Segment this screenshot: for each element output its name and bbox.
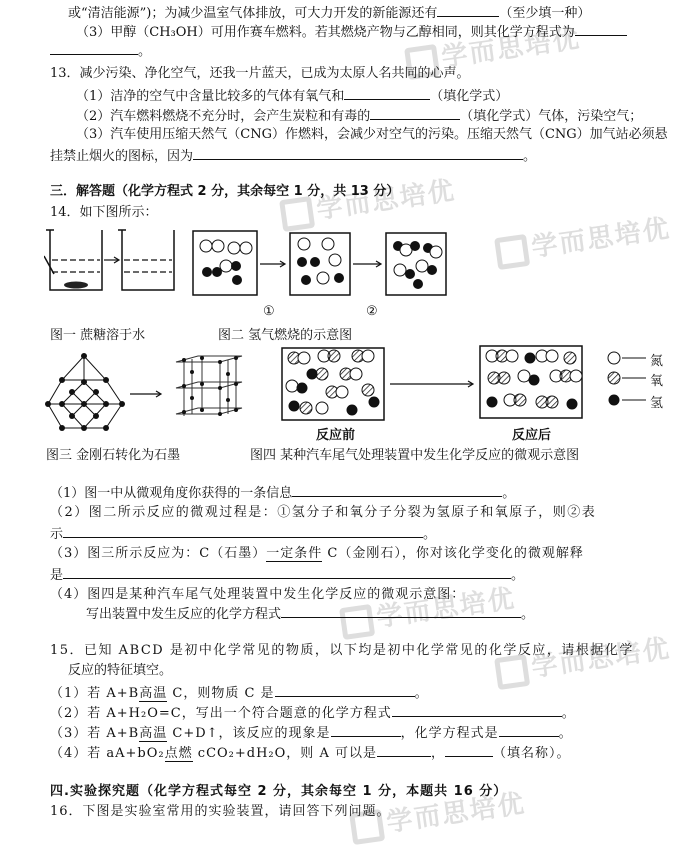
q13-part1: （1）洁净的空气中含量比较多的气体有氧气和 （填化学式） <box>76 89 509 104</box>
q14-part4-cont: 写出装置中发生反应的化学方程式 。 <box>86 607 535 622</box>
figure1-caption: 图一 蔗糖溶于水 <box>50 328 146 343</box>
q12-line3: 。 <box>50 42 151 60</box>
q13-part3: （3）汽车使用压缩天然气（CNG）作燃料，会减少对空气的污染。压缩天然气（CNG）加气站必须悬 <box>76 127 668 142</box>
figure2-reaction-steps <box>190 228 460 304</box>
q14-part3-cont: 是 。 <box>50 568 525 583</box>
watermark: 学而思培优 <box>278 170 458 232</box>
watermark: 学而思培优 <box>348 783 528 845</box>
figure1-beakers <box>44 226 196 298</box>
legend-nitrogen: 氮 <box>650 354 664 369</box>
q14-part1: （1）图一中从微观角度你获得的一条信息 。 <box>50 486 516 501</box>
q15-part2: （2）若 A+H₂O=C，写出一个符合题意的化学方程式 。 <box>50 706 576 721</box>
q14-title: 14．如下图所示： <box>50 205 158 220</box>
q14-part2-cont: 示 。 <box>50 527 437 542</box>
watermark: 学而思培优 <box>403 18 583 80</box>
figure2-caption: 图二 氢气燃烧的示意图 <box>218 328 353 343</box>
q12-line2: （3）甲醇（CH₃OH）可用作赛车燃料。若其燃烧产物与乙醇相同，则其化学方程式为 <box>76 23 627 41</box>
watermark: 学而思培优 <box>493 628 673 690</box>
figure3-diamond-graphite <box>42 352 254 434</box>
watermark: 学而思培优 <box>338 578 518 640</box>
q15-title-cont: 反应的特征填空。 <box>68 663 173 678</box>
watermark: 学而思培优 <box>493 208 673 270</box>
section3-title: 三．解答题（化学方程式 2 分，其余每空 1 分，共 13 分） <box>50 184 400 199</box>
step-2-label: ② <box>366 304 378 319</box>
figure4-caption: 图四 某种汽车尾气处理装置中发生化学反应的微观示意图 <box>250 448 580 463</box>
q14-part4: （4）图四是某种汽车尾气处理装置中发生化学反应的微观示意图： <box>50 587 466 602</box>
q16-title: 16．下图是实验室常用的实验装置，请回答下列问题。 <box>50 804 391 819</box>
label-before: 反应前 <box>316 428 356 443</box>
q13-part2: （2）汽车燃料燃烧不充分时，会产生炭粒和有毒的 （填化学式）气体，污染空气； <box>76 109 643 124</box>
q13-title: 13．减少污染、净化空气，还我一片蓝天，已成为太原人名共同的心声。 <box>50 66 470 81</box>
q14-part3: （3）图三所示反应为：C（石墨）一定条件 C（金刚石），你对该化学变化的微观解释 <box>50 546 584 561</box>
q14-part2: （2）图二所示反应的微观过程是：①氢分子和氧分子分裂为氢原子和氧原子，则②表 <box>50 505 597 520</box>
q13-part3-cont: 挂禁止烟火的图标，因为 。 <box>50 149 537 164</box>
q15-title: 15．已知 ABCD 是初中化学常见的物质，以下均是初中化学常见的化学反应，请根据化学 <box>50 643 634 658</box>
legend-oxygen: 氧 <box>650 374 664 389</box>
legend-hydrogen: 氢 <box>650 396 664 411</box>
step-1-label: ① <box>263 304 275 319</box>
q12-line1: 或“清洁能源”)；为减少温室气体排放，可大力开发的新能源还有 （至少填一种） <box>68 6 591 21</box>
q15-part3: （3）若 A+B高温 C+D↑，该反应的现象是 ，化学方程式是 。 <box>50 726 573 741</box>
label-after: 反应后 <box>512 428 552 443</box>
q15-part4: （4）若 aA+bO₂点燃 cCO₂+dH₂O，则 A 可以是 ， （填名称）。 <box>50 746 571 761</box>
figure4-exhaust-reaction <box>280 344 680 426</box>
q15-part1: （1）若 A+B高温 C，则物质 C 是 。 <box>50 686 429 701</box>
section4-title: 四.实验探究题（化学方程式每空 2 分，其余每空 1 分，本题共 16 分） <box>50 784 508 799</box>
figure3-caption: 图三 金刚石转化为石墨 <box>46 448 181 463</box>
